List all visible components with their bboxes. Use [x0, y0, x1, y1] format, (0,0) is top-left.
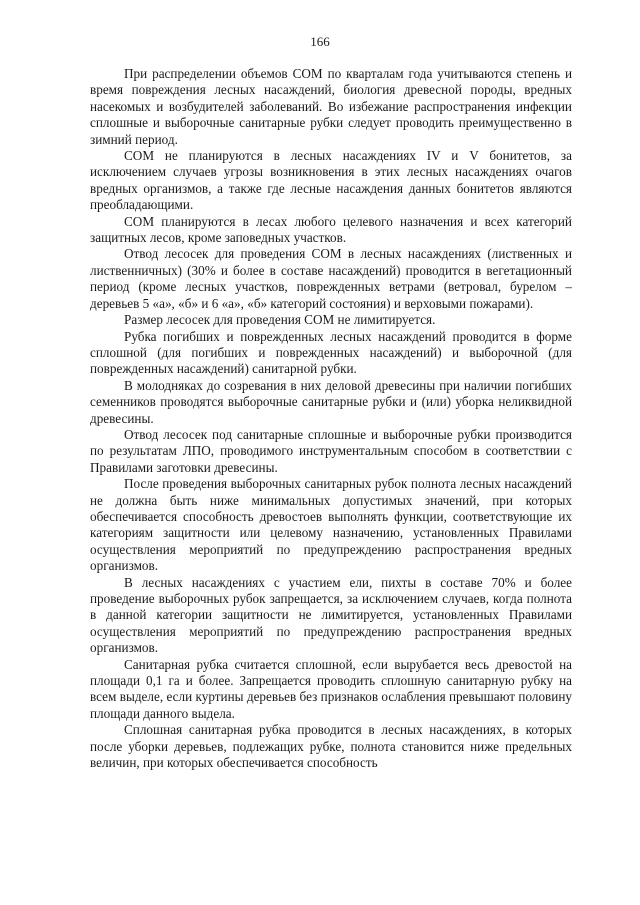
paragraph-10: В лесных насаждениях с участием ели, пихты в составе 70% и более проведение выборочных рубок запрещается, за исключением случаев, когда полнота в данной категории защитности не лимитируется, установленных Правилами осуществления мероприятий по предупреждению распространения вредных организмов.: [90, 574, 572, 656]
paragraph-3: СОМ планируются в лесах любого целевого назначения и всех категорий защитных лесов, кроме заповедных участков.: [90, 213, 572, 246]
paragraph-1: При распределении объемов СОМ по кварталам года учитываются степень и время повреждения лесных насаждений, биология древесной породы, вредных насекомых и возбудителей заболеваний. Во избежание распространения инфекции сплошные и выборочные санитарные рубки следует проводить преимущественно в зимний период.: [90, 66, 572, 147]
paragraph-8: Отвод лесосек под санитарные сплошные и выборочные рубки производится по результатам ЛПО, проводимого инструментальным способом в соответствии с Правилами заготовки древесины.: [90, 426, 572, 475]
paragraph-7: В молодняках до созревания в них деловой древесины при наличии погибших семенников проводятся выборочные санитарные рубки и (или) уборка неликвидной древесины.: [90, 377, 572, 426]
paragraph-4: Отвод лесосек для проведения СОМ в лесных насаждениях (лиственных и лиственничных) (30% и более в составе насаждений) проводится в вегетационный период (кроме лесных участков, поврежденных ветрами (ветровал, бурелом – деревьев 5 «а», «б» и 6 «а», «б» категорий состояния) и верховыми пожарами).: [90, 246, 572, 311]
paragraph-2: СОМ не планируются в лесных насаждениях IV и V бонитетов, за исключением случаев угрозы возникновения в этих лесных насаждениях очагов вредных организмов, а также где лесные насаждения данных бонитетов являются преобладающими.: [90, 148, 572, 213]
page-number: 166: [310, 34, 330, 49]
paragraph-12: Сплошная санитарная рубка проводится в лесных насаждениях, в которых после уборки деревьев, подлежащих рубке, полнота становится ниже предельных величин, при которых обеспечивается способность: [90, 722, 572, 771]
paragraph-9: После проведения выборочных санитарных рубок полнота лесных насаждений не должна быть ниже минимальных допустимых значений, при которых обеспечивается способность древостоев выполнять функции, соответствующие их категориям защитности или целевому назначению, установленных Правилами осуществления мероприятий по предупреждению распространения вредных организмов.: [90, 476, 572, 574]
paragraph-5: Размер лесосек для проведения СОМ не лимитируется.: [124, 312, 436, 328]
paragraph-11: Санитарная рубка считается сплошной, если вырубается весь древостой на площади 0,1 га и более. Запрещается проводить сплошную санитарную рубку на всем выделе, если куртины деревьев без признаков ослабления превышают половину площади данного выдела.: [90, 656, 572, 721]
paragraph-6: Рубка погибших и поврежденных лесных насаждений проводится в форме сплошной (для погибших и поврежденных насаждений) и выборочной (для поврежденных насаждений) санитарной рубки.: [90, 328, 572, 377]
document-body: [90, 66, 572, 771]
